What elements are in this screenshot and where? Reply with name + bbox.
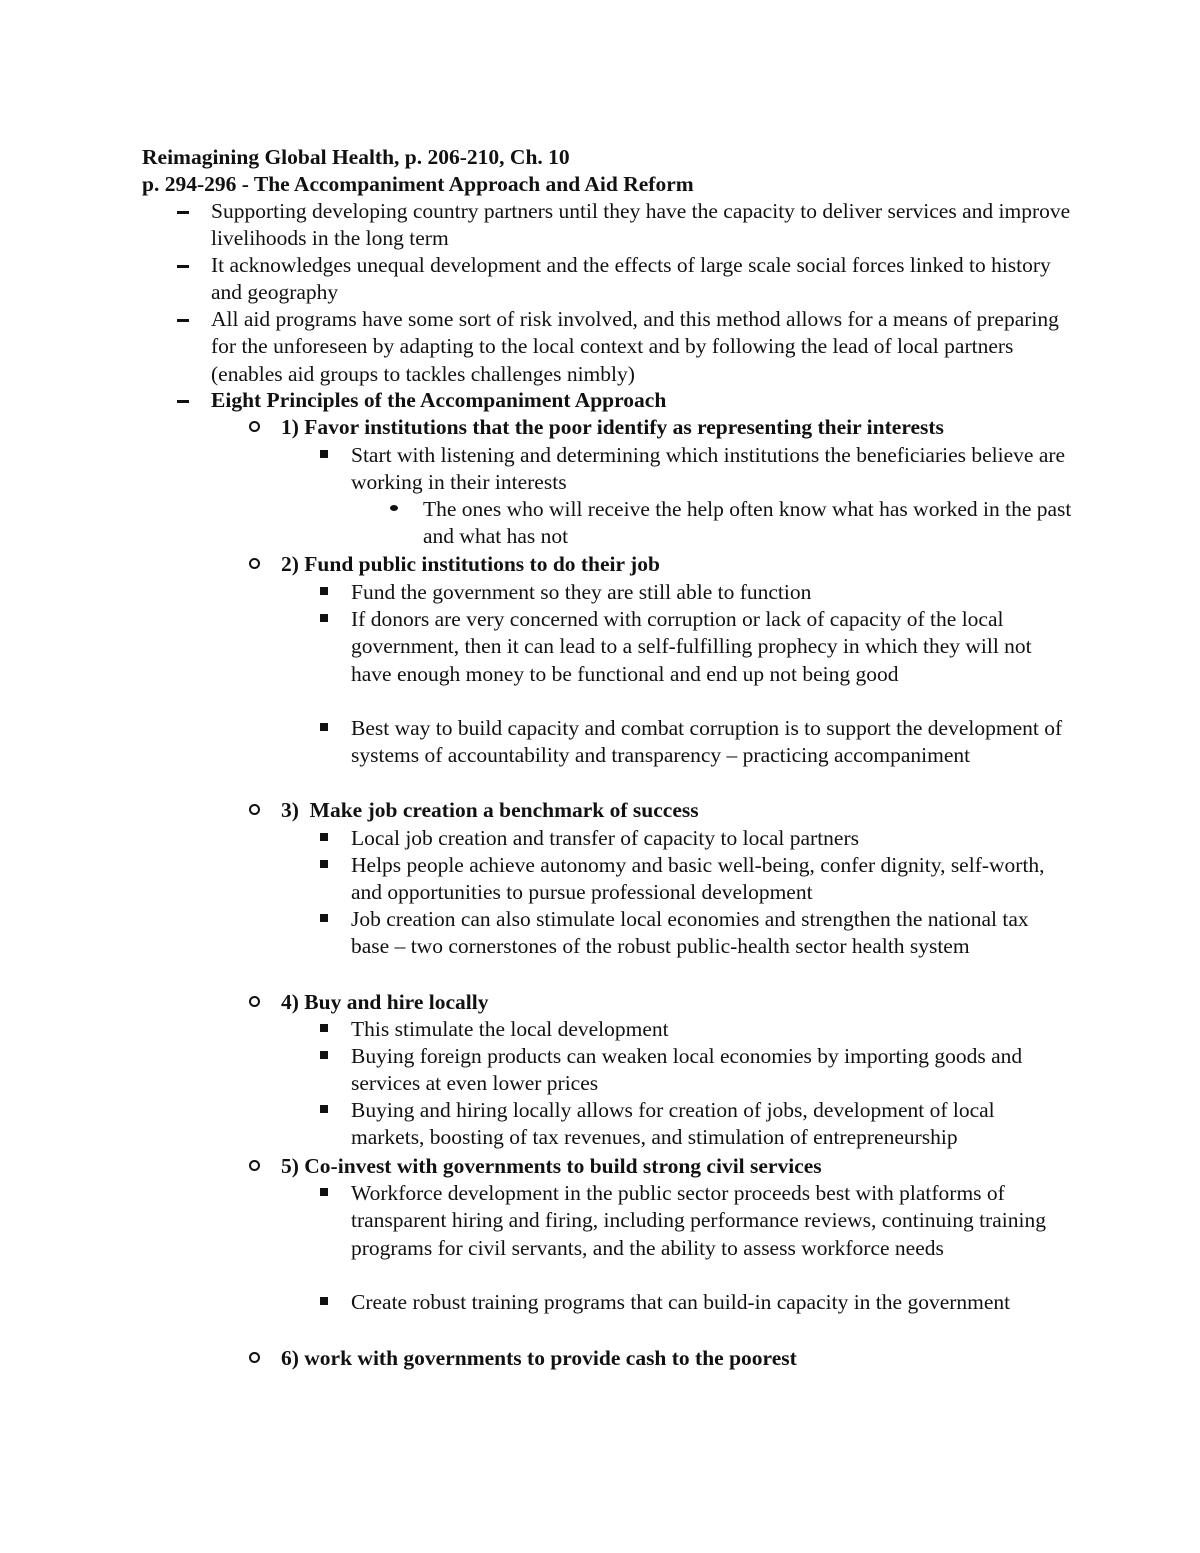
principle-heading: 4) Buy and hire locally	[281, 990, 489, 1014]
circle-bullet-icon	[249, 1352, 260, 1363]
principle-point: Local job creation and transfer of capacity to local partners	[351, 826, 860, 850]
principle-point: Fund the government so they are still able to function	[351, 580, 812, 604]
section-heading: p. 294-296 - The Accompaniment Approach and Aid Reform	[142, 172, 694, 196]
bullet-item: All aid programs have some sort of risk involved, and this method allows for a means of preparing for the unforeseen by adapting to the local context and by following the lead of local partners (enables aid groups to tackles challenges nimbly)	[211, 307, 1059, 386]
circle-bullet-icon	[249, 421, 260, 432]
square-bullet-icon	[320, 723, 328, 731]
principle-point: Job creation can also stimulate local economies and strengthen the national tax base – two cornerstones of the robust public-health sector health system	[351, 907, 1029, 959]
circle-bullet-icon	[249, 1160, 260, 1171]
circle-bullet-icon	[249, 558, 260, 569]
square-bullet-icon	[320, 587, 328, 595]
principle-heading: 3) Make job creation a benchmark of success	[281, 798, 699, 822]
square-bullet-icon	[320, 1297, 328, 1305]
dash-bullet-icon	[177, 265, 189, 268]
principle-point: Start with listening and determining which institutions the beneficiaries believe are working in their interests	[351, 443, 1066, 495]
principle-point: Buying foreign products can weaken local economies by importing goods and services at even lower prices	[351, 1044, 1023, 1096]
square-bullet-icon	[320, 450, 328, 458]
principle-point: Workforce development in the public sector proceeds best with platforms of transparent hiring and firing, including performance reviews, continuing training programs for civil servants, and the ability to assess workforce needs	[351, 1181, 1046, 1260]
circle-bullet-icon	[249, 996, 260, 1007]
principle-point: Create robust training programs that can build-in capacity in the government	[351, 1290, 1011, 1314]
circle-bullet-icon	[249, 804, 260, 815]
principle-heading: 6) work with governments to provide cash to the poorest	[281, 1346, 797, 1370]
dash-bullet-icon	[177, 400, 189, 403]
principle-point: Best way to build capacity and combat corruption is to support the development of systems of accountability and transparency – practicing accompaniment	[351, 716, 1063, 768]
principle-point: Buying and hiring locally allows for creation of jobs, development of local markets, boosting of tax revenues, and stimulation of entrepreneurship	[351, 1098, 995, 1150]
principle-point: This stimulate the local development	[351, 1017, 669, 1041]
square-bullet-icon	[320, 860, 328, 868]
principle-heading: 2) Fund public institutions to do their job	[281, 552, 660, 576]
square-bullet-icon	[320, 1024, 328, 1032]
dash-bullet-icon	[177, 319, 189, 322]
dash-bullet-icon	[177, 211, 189, 214]
square-bullet-icon	[320, 1188, 328, 1196]
square-bullet-icon	[320, 833, 328, 841]
principle-heading: 1) Favor institutions that the poor identify as representing their interests	[281, 415, 944, 439]
principle-heading: 5) Co-invest with governments to build strong civil services	[281, 1154, 822, 1178]
bullet-item-principles-heading: Eight Principles of the Accompaniment Approach	[211, 388, 667, 412]
square-bullet-icon	[320, 1051, 328, 1059]
document-title: Reimagining Global Health, p. 206-210, Ch. 10	[142, 145, 570, 169]
round-bullet-icon	[390, 505, 398, 511]
square-bullet-icon	[320, 614, 328, 622]
square-bullet-icon	[320, 1105, 328, 1113]
principle-subpoint: The ones who will receive the help often know what has worked in the past and what has not	[423, 497, 1072, 549]
principle-point: If donors are very concerned with corruption or lack of capacity of the local government, then it can lead to a self-fulfilling prophecy in which they will not have enough money to be functional and end up not being good	[351, 607, 1032, 686]
bullet-item: It acknowledges unequal development and the effects of large scale social forces linked to history and geography	[211, 253, 1051, 305]
bullet-item: Supporting developing country partners until they have the capacity to deliver services and improve livelihoods in the long term	[211, 199, 1071, 251]
square-bullet-icon	[320, 914, 328, 922]
principle-point: Helps people achieve autonomy and basic well-being, confer dignity, self-worth, and opportunities to pursue professional development	[351, 853, 1045, 905]
